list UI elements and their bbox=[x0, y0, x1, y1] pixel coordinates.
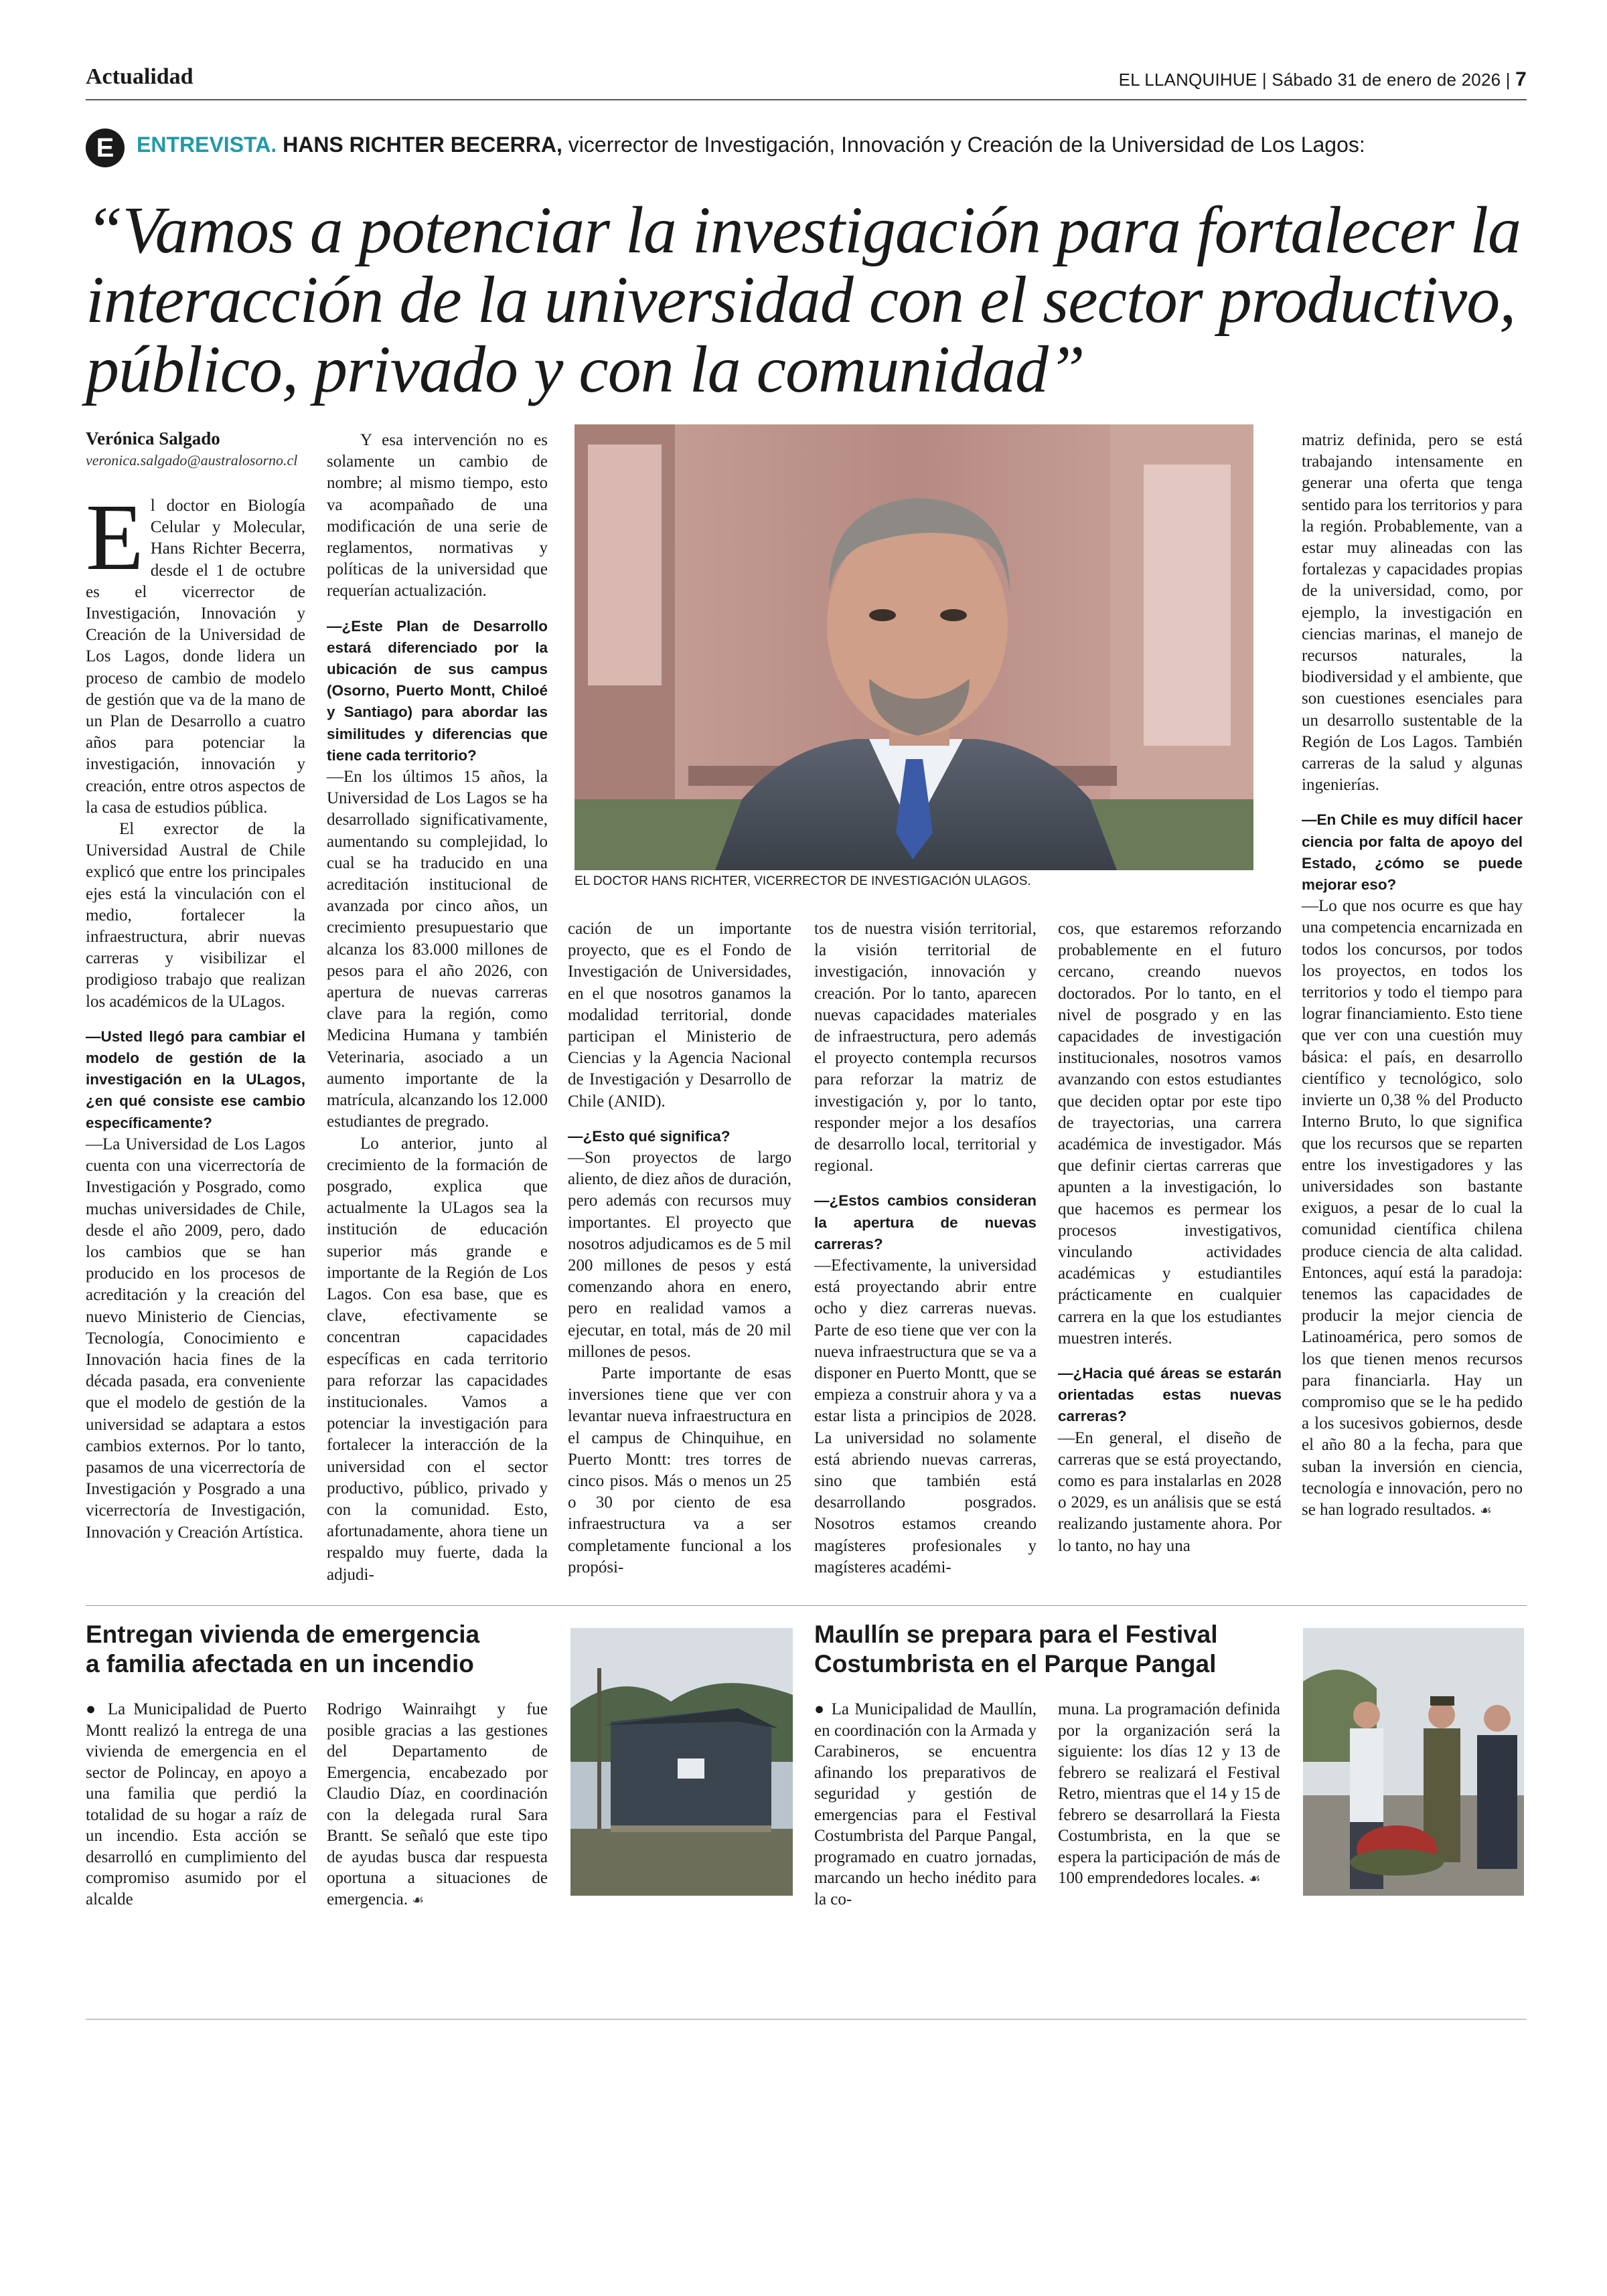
kicker-label: ENTREVISTA. bbox=[137, 133, 277, 157]
bullet-icon: ● bbox=[814, 1700, 826, 1718]
paragraph: Y esa intervención no es solamente un cambio de nombre; al mismo tiempo, esto va acompañado de una modificación de una serie de reglamentos, normativas y políticas de la universidad que requerían actualización. bbox=[327, 431, 548, 600]
headline: “Vamos a potenciar la investigación para fortalecer la interacción de la universidad con el sector productivo, público, privado y con la comunidad” bbox=[86, 193, 1521, 406]
question: —En Chile es muy difícil hacer ciencia por falta de apoyo del Estado, ¿cómo se puede mejorar eso? bbox=[1302, 811, 1523, 894]
page-number: 7 bbox=[1515, 68, 1527, 90]
brief-2-column-1: ● La Municipalidad de Maullín, en coordinación con la Armada y Carabineros, se encuentra afinando los preparativos de seguridad y gestión de emergencias para el Festival Costumbrista del Parque Pangal, programado en cuatro jornadas, marcando un hecho inédito para la co- bbox=[814, 1700, 1037, 1908]
question: —¿Hacia qué áreas se estarán orientadas estas nuevas carreras? bbox=[1058, 1365, 1282, 1425]
publication-name: EL LLANQUIHUE bbox=[1118, 70, 1257, 90]
article-column-1 bbox=[86, 484, 305, 1544]
paragraph: Parte importante de esas inversiones tiene que ver con levantar nueva infraestructura en el campus de Chinquihue, en Puerto Montt: tres torres de cinco pisos. Más o menos un 25 o 30 por ciento de esa infraestructura va a ser completamente funcional a los propósi- bbox=[568, 1364, 791, 1576]
end-mark-icon: ☙ bbox=[1248, 1870, 1261, 1886]
article-column-6 bbox=[1302, 430, 1523, 1521]
answer: —En general, el diseño de carreras que se está proyectando, como es para instalarlas en 2028 o 2029, es un análisis que se está realizando justamente ahora. Por lo tanto, no hay una bbox=[1058, 1428, 1282, 1555]
brief-1-column-2: Rodrigo Wainraihgt y fue posible gracias a las gestiones del Departamento de Emergencia, encabezado por Claudio Díaz, en coordinación con la delegada rural Sara Brantt. Se señaló que este tipo de ayudas busca dar respuesta oportuna a situaciones de emergencia. ☙ bbox=[327, 1700, 548, 1908]
interviewee-role: vicerrector de Investigación, Innovación y Creación de la Universidad de Los Lagos: bbox=[568, 133, 1365, 157]
festival-meeting-image bbox=[1303, 1628, 1524, 1896]
header-rule bbox=[86, 99, 1527, 100]
paragraph: cación de un importante proyecto, que es el Fondo de Investigación de Universidades, en el que nosotros ganamos la modalidad territorial, donde participan el Ministerio de Ciencias y la Agencia Nacional de Investigación y Desarrollo de Chile (ANID). bbox=[568, 920, 791, 1111]
article-column-4 bbox=[814, 918, 1037, 1578]
question: —¿Estos cambios consideran la apertura de nuevas carreras? bbox=[814, 1192, 1037, 1252]
end-mark-icon: ☙ bbox=[1479, 1501, 1492, 1518]
brief-1-column-1: ● La Municipalidad de Puerto Montt realizó la entrega de una vivienda de emergencia en el sector de Polincay, en apoyo a una familia que perdió la totalidad de su hogar a raíz de un incendio. Esta acción se desarrolló en cumplimiento del compromiso asumido por el alcalde bbox=[86, 1700, 307, 1908]
end-mark-icon: ☙ bbox=[412, 1891, 425, 1908]
answer: —En los últimos 15 años, la Universidad de Los Lagos se ha desarrollado significativamente, aumentando su complejidad, lo cual se ha traducido en una acreditación institucional de avanzada por cinco años, un crecimiento presupuestario que alcanza los 83.000 millones de pesos para el año 2026, con apertura de nuevas carreras clave para la región, como Medicina Humana y también Veterinaria, asociado a un aumento importante de la matrícula, alcanzando los 12.000 estudiantes de pregrado. bbox=[327, 768, 548, 1131]
kicker bbox=[137, 133, 1365, 157]
answer: —Efectivamente, la universidad está proyectando abrir entre ocho y diez carreras nuevas. Parte de eso tiene que ver con la nueva infraestructura que se va a disponer en Puerto Montt, que se empieza a construir ahora y va a estar lista a principios de 2028. La universidad no solamente está abriendo nuevas carreras, sino que también está desarrollando posgrados. Nosotros estamos creando magísteres profesionales y magísteres académi- bbox=[814, 1256, 1037, 1576]
bottom-rule bbox=[86, 2019, 1527, 2020]
brief-1-photo bbox=[570, 1628, 793, 1896]
interviewee-name: HANS RICHTER BECERRA, bbox=[283, 133, 562, 157]
brief-2-column-2: muna. La programación definida por la organización será la siguiente: los días 12 y 13 de febrero se realizará el Festival Retro, mientras que el 14 y 15 de febrero se desarrollará la Fiesta Costumbrista, en la que se espera la participación de más de 100 emprendedores locales. ☙ bbox=[1058, 1700, 1280, 1887]
section-label: Actualidad bbox=[86, 64, 194, 89]
page-folio: EL LLANQUIHUE | Sábado 31 de enero de 2026 | 7 bbox=[1118, 68, 1527, 90]
answer: —Son proyectos de largo aliento, de diez años de duración, pero además con recursos muy importantes. El proyecto que nosotros adjudicamos es de 5 mil 200 millones de pesos y está comenzando ahora en enero, pero en realidad vamos a ejecutar, en total, más de 20 mil millones de pesos. bbox=[568, 1149, 791, 1361]
question: —¿Esto qué significa? bbox=[568, 1127, 731, 1145]
paragraph: cos, que estaremos reforzando probablemente en el futuro cercano, creando nuevos doctorados. Por lo tanto, en el nivel de posgrado y en las capacidades de investigación institucionales, nosotros vamos avanzando con estos estudiantes que deciden optar por este tipo de trayectorias, una carrera académica de investigador. Más que definir ciertas carreras que apunten a la investigación, lo que hacemos es permear los procesos investigativos, vinculando actividades académicas y estudiantiles prácticamente en cualquier carrera en la que los estudiantes muestren interés. bbox=[1058, 920, 1282, 1347]
answer: —La Universidad de Los Lagos cuenta con una vicerrectoría de Investigación y Posgrado, como muchas universidades de Chile, desde el año 2009, pero, dado los cambios que se han producido en los procesos de acreditación y la creación del nuevo Ministerio de Ciencias, Tecnología, Conocimiento e Innovación hacia fines de la década pasada, era conveniente que el modelo de gestión de la universidad se adaptara a estos cambios externos. Por lo tanto, pasamos de una vicerrectoría de Investigación y Posgrado a una vicerrectoría de Investigación, Innovación y Creación Artística. bbox=[86, 1135, 305, 1542]
question: —Usted llegó para cambiar el modelo de gestión de la investigación en la ULagos, ¿en qué consiste ese cambio específicamente? bbox=[86, 1028, 305, 1131]
photo-caption: EL DOCTOR HANS RICHTER, VICERRECTOR DE INVESTIGACIÓN ULAGOS. bbox=[575, 874, 1031, 888]
portrait-image bbox=[575, 424, 1253, 870]
answer: —Lo que nos ocurre es que hay una competencia encarnizada en todos los concursos, por todos los proyectos, en todos los territorios y todo el tiempo para lograr financiamiento. Esto tiene que ver con una cuestión muy básica: el país, en desarrollo científico y tecnológico, solo invierte un 0,38 % del Producto Interno Bruto, lo que significa que los recursos que se reparten entre los investigadores y las universidades son bastante exiguos, a pesar de lo cual la comunidad científica chilena produce ciencia de alta calidad. Entonces, aquí está la paradoja: tenemos las capacidades de producir la mejor ciencia de Latinoamérica, pero somos de los que tienen menos recursos para financiarla. Hay un compromiso que se le ha pedido a los sucesivos gobiernos, desde el año 80 a la fecha, para que suban la inversión en ciencia, tecnología e innovación, pero no se han logrado resultados. bbox=[1302, 897, 1523, 1519]
paragraph: tos de nuestra visión territorial, la visión territorial de investigación, innovación y creación. Por lo tanto, aparecen nuevas capacidades materiales de infraestructura, pero además el proyecto contempla recursos para reforzar la matriz de investigación y, por lo tanto, responder mejor a los desafíos de desarrollo local, territorial y regional. bbox=[814, 920, 1037, 1175]
section-divider bbox=[86, 1605, 1527, 1606]
emergency-house-image bbox=[570, 1628, 793, 1896]
question: —¿Este Plan de Desarrollo estará diferenciado por la ubicación de sus campus (Osorno, Puerto Montt, Chiloé y Santiago) para abordar las similitudes y diferencias que tiene cada territorio? bbox=[327, 617, 548, 764]
brief-2-title: Maullín se prepara para el Festival Costumbrista en el Parque Pangal bbox=[814, 1621, 1218, 1677]
byline-email[interactable]: veronica.salgado@australosorno.cl bbox=[86, 452, 298, 469]
brief-2-photo bbox=[1303, 1628, 1524, 1896]
paragraph: El exrector de la Universidad Austral de Chile explicó que entre los principales ejes está la vinculación con el medio, fortalecer la infraestructura, abrir nuevas carreras y visibilizar el prodigioso trabajo que realizan los académicos de la ULagos. bbox=[86, 820, 305, 1011]
issue-date: Sábado 31 de enero de 2026 bbox=[1272, 70, 1501, 90]
byline-author: Verónica Salgado bbox=[86, 428, 220, 448]
brief-1-title: Entregan vivienda de emergencia a familia afectada en un incendio bbox=[86, 1621, 480, 1677]
interview-icon: E bbox=[86, 129, 125, 167]
article-column-5 bbox=[1058, 918, 1282, 1557]
drop-cap: E bbox=[86, 484, 144, 590]
lead-paragraph: l doctor en Biología Celular y Molecular, Hans Richter Becerra, desde el 1 de octubre es el vicerrector de Investigación, Innovación y Creación de la Universidad de Los Lagos, donde lidera un proceso de cambio de modelo de gestión que va de la mano de un Plan de Desarrollo a cuatro años para potenciar la investigación, innovación y creación, entre otros aspectos de la casa de estudios pública. bbox=[86, 497, 305, 817]
interviewee-photo bbox=[575, 424, 1253, 870]
article-column-3 bbox=[568, 918, 791, 1578]
article-column-2 bbox=[327, 430, 548, 1586]
paragraph: Lo anterior, junto al crecimiento de la formación de posgrado, explica que actualmente la ULagos sea la institución de educación superior más grande e importante de la Región de Los Lagos. Con esa base, que es clave, efectivamente se concentran capacidades específicas en cada territorio para reforzar las capacidades institucionales. Vamos a potenciar la investigación para fortalecer la interacción de la universidad con el sector productivo, público, privado y con la comunidad. Esto, afortunadamente, ahora tiene un respaldo muy fuerte, dada la adjudi- bbox=[327, 1134, 548, 1584]
bullet-icon: ● bbox=[86, 1700, 100, 1718]
paragraph: matriz definida, pero se está trabajando intensamente en generar una oferta que tenga sentido para los territorios y para la región. Probablemente, van a estar muy alineadas con las fortalezas y capacidades propias de la universidad, como, por ejemplo, la investigación en ciencias marinas, el manejo de recursos naturales, la biodiversidad y el ambiente, que son cuestiones esenciales para un desarrollo sustentable de la Región de Los Lagos. También carreras de la salud y algunas ingenierías. bbox=[1302, 431, 1523, 795]
